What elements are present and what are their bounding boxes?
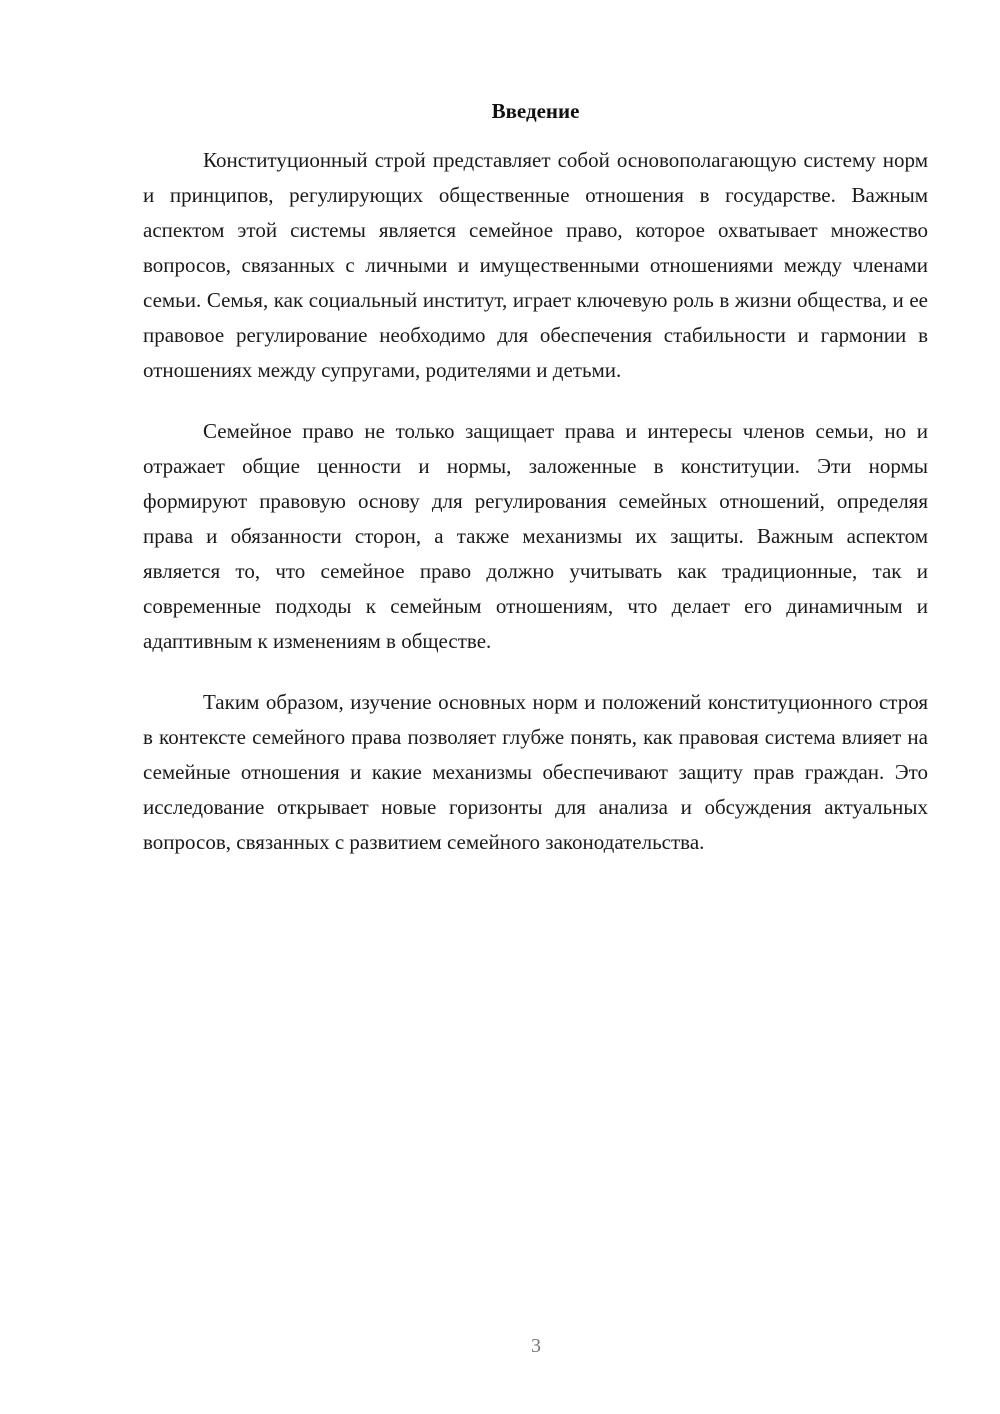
page-number: 3 (531, 1335, 541, 1357)
paragraph-1: Конституционный строй представляет собой основополагающую систему норм и принципов, регулирующих общественные отношения в государстве. Важным аспектом этой системы является семейное право, которое охватывает множество вопросов, связанных с личными и имущественными отношениями между членами семьи. Семья, как социальный институт, играет ключевую роль в жизни общества, и ее правовое регулирование необходимо для обеспечения стабильности и гармонии в отношениях между супругами, родителями и детьми. (143, 148, 928, 382)
paragraph-2: Семейное право не только защищает права и интересы членов семьи, но и отражает общие ценности и нормы, заложенные в конституции. Эти нормы формируют правовую основу для регулирования семейных отношений, определяя права и обязанности сторон, а также механизмы их защиты. Важным аспектом является то, что семейное право должно учитывать как традиционные, так и современные подходы к семейным отношениям, что делает его динамичным и адаптивным к изменениям в обществе. (143, 419, 928, 653)
document-body (143, 143, 928, 886)
page-title: Введение (491, 99, 580, 123)
paragraph-3: Таким образом, изучение основных норм и положений конституционного строя в контексте семейного права позволяет глубже понять, как правовая система влияет на семейные отношения и какие механизмы обеспечивают защиту прав граждан. Это исследование открывает новые горизонты для анализа и обсуждения актуальных вопросов, связанных с развитием семейного законодательства. (143, 690, 928, 854)
